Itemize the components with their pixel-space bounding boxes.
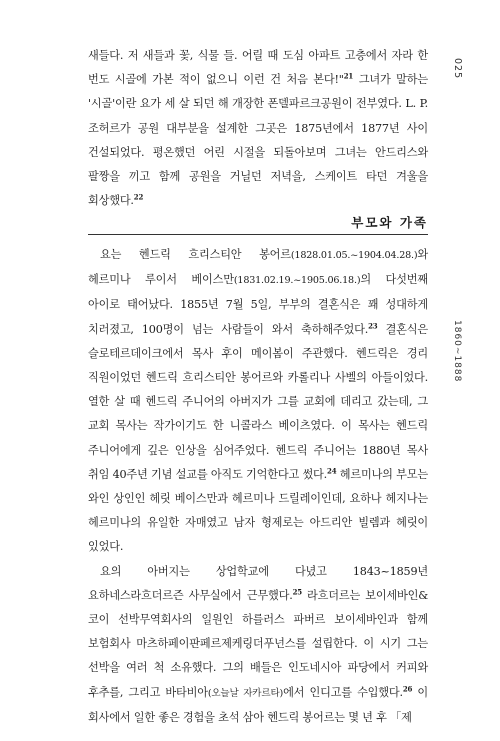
intro-text-part-2: 그녀가 말하는 '시골'이란 요가 세 살 되던 해 개장한 폰델파르크공원이 전부였다. L. P. 조허르가 공원 대부분을 설계한 그곳은 1875년에서 1877년 사이 건설되었다. 평온했던 어린 시절을 되돌아보며 그녀는 안드리스와 팔짱을 끼고 함께 공원을 거닐던 저녁을, 스케이트 타던 겨울을 회상했다. [88, 73, 428, 208]
intro-paragraph [88, 44, 428, 213]
paragraph-parents-part-3: 의 다섯번째 아이로 태어났다. 1855년 7월 5일, 부부의 결혼식은 꽤 성대하게 치러졌고, 100명이 넘는 사람들이 와서 축하해주었다. [88, 273, 428, 336]
page-number: 025 [452, 58, 463, 80]
footnote-ref-22: 22 [133, 192, 144, 202]
section-heading: 부모와 가족 [88, 213, 428, 235]
footnote-ref-25: 25 [292, 587, 302, 597]
paragraph-father-part-3: 에서 인디고를 수입했다. [283, 685, 403, 699]
paragraph-parents-part-1: 요는 헨드릭 흐리스티안 봉어르 [100, 248, 291, 261]
footnote-ref-23: 23 [368, 320, 378, 330]
intro-text-part-1: 새들다. 저 새들과 꽃, 식물 들. 어릴 때 도심 아파트 고층에서 자라 한 번도 시골에 가본 적이 없으니 이런 건 처음 본다!" [88, 49, 428, 87]
footnote-ref-24: 24 [327, 466, 337, 476]
paragraph-parents-part-5: 헤르미나의 부모는 와인 상인인 헤릿 베이스만과 헤르미나 드릴레이인데, 요하나 헤지나는 헤르미나의 유일한 자매였고 남자 형제로는 아드리안 빌렘과 헤릿이 있었다. [88, 467, 428, 554]
paragraph-father-part-1: 요의 아버지는 상업학교에 다녔고 1843~1859년 요하네스라흐더르즌 사무실에서 근무했다. [88, 564, 428, 602]
batavia-note: (오늘날 자카르타) [207, 687, 284, 699]
paragraph-father-part-2: 라흐더르는 보이세바인&코이 선박무역회사의 일원인 하를러스 파버르 보이세바인과 함께 보험회사 마츠하페이판페르제케링더푸넌스를 설립한다. 이 시기 그는 선박을 여러 척 소유했다. 그의 배들은 인도네시아 파당에서 커피와 후추를, 그리고 바타비아 [88, 588, 429, 699]
paragraph-parents-part-2: 와 헤르미나 루이서 베이스만 [88, 248, 428, 287]
paragraph-parents-part-4: 결혼식은 슬로테르데이크에서 목사 후이 메이봄이 주관했다. 헨드릭은 경리 직원이었던 헨드릭 흐리스티안 봉어르와 카롤리나 사벨의 아들이었다. 열한 살 때 헨드릭 주니어의 아버지가 그를 교회에 데리고 갔는데, 그 교회 목사는 작가이기도 한 니콜라스 베이츠였다. 이 목사는 헨드릭 주니어에게 깊은 인상을 심어주었다. 헨드릭 주니어는 1880년 목사 취임 40주년 기념 설교를 아직도 기억한다고 썼다. [88, 322, 428, 481]
intro-text [88, 44, 428, 213]
paragraph-father-career [88, 560, 428, 730]
paragraph-father-part-4: 이 회사에서 일한 좋은 경험을 초석 삼아 헨드릭 봉어르는 몇 년 후 「제 [88, 685, 429, 724]
father-dates: (1828.01.05.~1904.04.28.) [290, 250, 418, 261]
footnote-ref-26: 26 [402, 683, 413, 693]
section-body [88, 243, 428, 730]
footnote-ref-21: 21 [343, 71, 354, 81]
running-head-years: 1860~1888 [452, 320, 462, 383]
paragraph-parents [88, 243, 428, 560]
mother-dates: (1831.02.19.~1905.06.18.) [233, 275, 361, 287]
